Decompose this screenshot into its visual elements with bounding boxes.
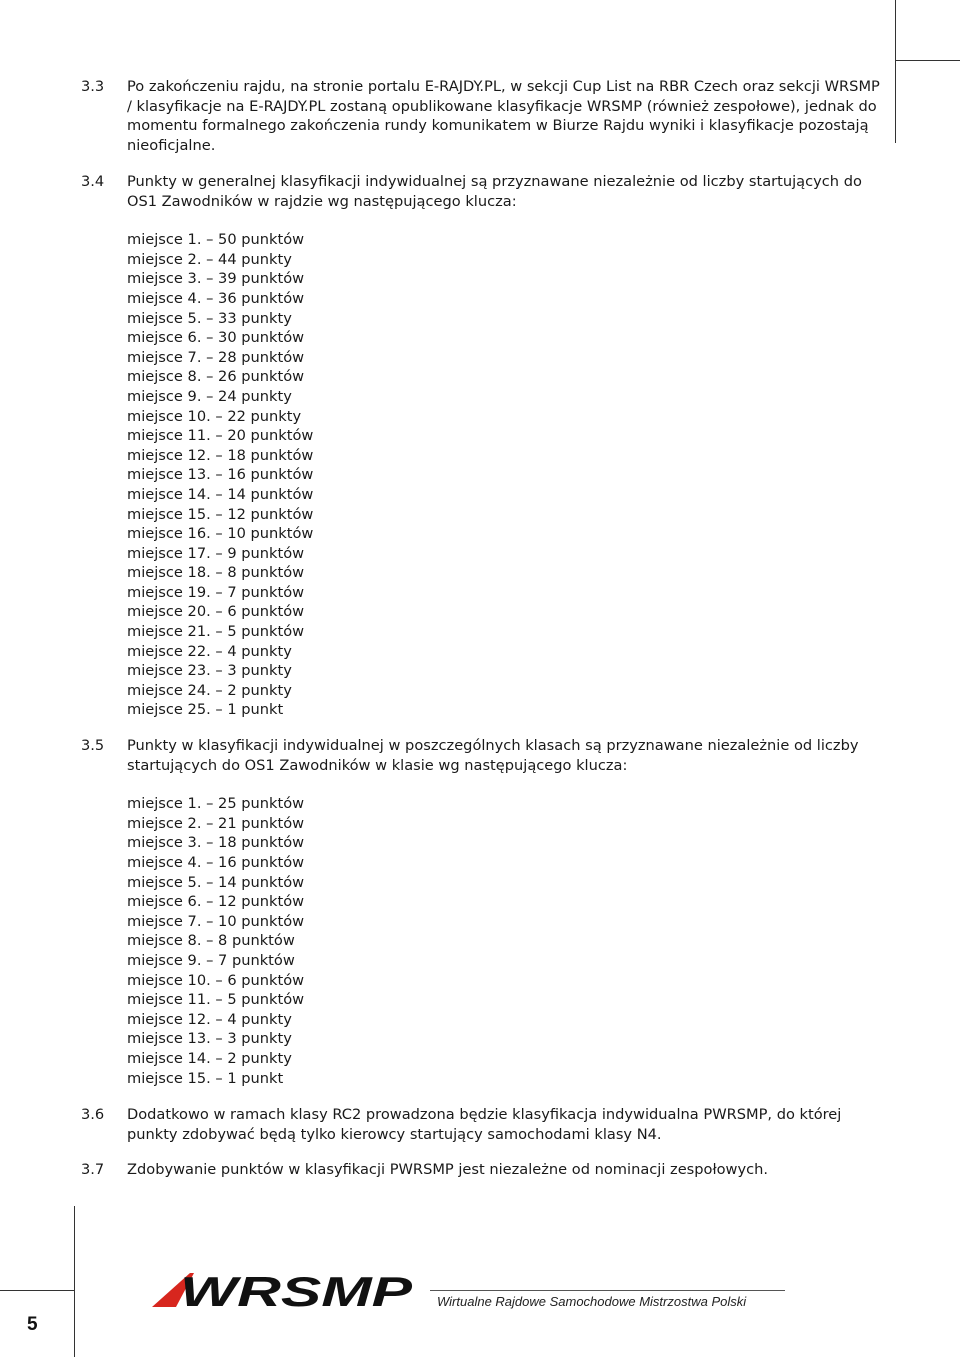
list-item: miejsce 2. – 21 punktów: [127, 814, 305, 832]
section-number: 3.6: [81, 1106, 105, 1123]
points-list-general: [127, 230, 881, 720]
list-item: miejsce 12. – 4 punkty: [127, 1010, 292, 1028]
list-item: miejsce 7. – 10 punktów: [127, 912, 305, 930]
list-item: miejsce 2. – 44 punkty: [127, 250, 292, 268]
list-item: miejsce 8. – 8 punktów: [127, 932, 295, 950]
list-item: miejsce 9. – 24 punkty: [127, 387, 292, 405]
section-3-7: [81, 1160, 881, 1180]
list-item: miejsce 4. – 36 punktów: [127, 289, 305, 307]
top-right-horizontal-rule: [896, 60, 960, 61]
list-item: miejsce 12. – 18 punktów: [127, 446, 314, 464]
section-3-5: [81, 736, 881, 1088]
list-item: miejsce 9. – 7 punktów: [127, 951, 295, 969]
list-item: miejsce 11. – 5 punktów: [127, 991, 305, 1009]
list-item: miejsce 16. – 10 punktów: [127, 525, 314, 543]
list-item: miejsce 14. – 2 punkty: [127, 1049, 292, 1067]
footer-tagline-rule: [430, 1290, 785, 1291]
list-item: miejsce 10. – 6 punktów: [127, 971, 305, 989]
list-item: miejsce 15. – 1 punkt: [127, 1069, 284, 1087]
list-item: miejsce 22. – 4 punkty: [127, 642, 292, 660]
list-item: miejsce 25. – 1 punkt: [127, 701, 284, 719]
section-3-4: [81, 172, 881, 720]
points-list-class: [127, 794, 881, 1088]
list-item: miejsce 13. – 3 punkty: [127, 1030, 292, 1048]
list-item: miejsce 10. – 22 punkty: [127, 407, 302, 425]
section-text: Po zakończeniu rajdu, na stronie portalu E-RAJDY.PL, w sekcji Cup List na RBR Czech oraz sekcji WRSMP / klasyfikacje na E-RAJDY.PL zostaną opublikowane klasyfikacje WRSMP (również zespołowe), jednak do momentu formalnego zakończenia rundy komunikatem w Biurze Rajdu wyniki i klasyfikacje pozostają nieoficjalne.: [127, 78, 880, 154]
footer-horizontal-rule: [0, 1290, 74, 1291]
list-item: miejsce 17. – 9 punktów: [127, 544, 305, 562]
list-item: miejsce 19. – 7 punktów: [127, 583, 305, 601]
list-item: miejsce 14. – 14 punktów: [127, 485, 314, 503]
section-number: 3.4: [81, 173, 105, 190]
section-number: 3.7: [81, 1161, 105, 1178]
list-item: miejsce 23. – 3 punkty: [127, 662, 292, 680]
footer-tagline: Wirtualne Rajdowe Samochodowe Mistrzostwa Polski: [437, 1294, 747, 1309]
logo-wordmark: WRSMP: [180, 1273, 414, 1311]
wrsmp-logo: [152, 1273, 414, 1311]
page-number: 5: [27, 1314, 38, 1335]
list-item: miejsce 4. – 16 punktów: [127, 853, 305, 871]
list-item: miejsce 1. – 25 punktów: [127, 795, 305, 813]
section-text: Dodatkowo w ramach klasy RC2 prowadzona będzie klasyfikacja indywidualna PWRSMP, do której punkty zdobywać będą tylko kierowcy startujący samochodami klasy N4.: [127, 1106, 842, 1143]
list-item: miejsce 7. – 28 punktów: [127, 348, 305, 366]
wrsmp-logo-mark: [152, 1273, 414, 1311]
list-item: miejsce 6. – 12 punktów: [127, 893, 305, 911]
list-item: miejsce 20. – 6 punktów: [127, 603, 305, 621]
section-text: Zdobywanie punktów w klasyfikacji PWRSMP jest niezależne od nominacji zespołowych.: [127, 1161, 769, 1178]
list-item: miejsce 13. – 16 punktów: [127, 466, 314, 484]
section-number: 3.3: [81, 78, 105, 95]
list-item: miejsce 21. – 5 punktów: [127, 623, 305, 641]
list-item: miejsce 3. – 18 punktów: [127, 834, 305, 852]
section-3-3: [81, 77, 881, 155]
list-item: miejsce 24. – 2 punkty: [127, 681, 292, 699]
list-item: miejsce 15. – 12 punktów: [127, 505, 314, 523]
footer-left-vertical-rule: [74, 1206, 75, 1357]
section-3-6: [81, 1105, 881, 1144]
list-item: miejsce 6. – 30 punktów: [127, 329, 305, 347]
section-text: Punkty w generalnej klasyfikacji indywidualnej są przyznawane niezależnie od liczby startujących do OS1 Zawodników w rajdzie wg następującego klucza:: [127, 173, 862, 210]
top-right-vertical-rule: [895, 0, 896, 143]
list-item: miejsce 5. – 33 punkty: [127, 309, 292, 327]
list-item: miejsce 18. – 8 punktów: [127, 564, 305, 582]
list-item: miejsce 1. – 50 punktów: [127, 231, 305, 249]
section-text: Punkty w klasyfikacji indywidualnej w poszczególnych klasach są przyznawane niezależnie od liczby startujących do OS1 Zawodników w klasie wg następującego klucza:: [127, 737, 859, 774]
list-item: miejsce 11. – 20 punktów: [127, 427, 314, 445]
section-number: 3.5: [81, 737, 105, 754]
list-item: miejsce 3. – 39 punktów: [127, 270, 305, 288]
list-item: miejsce 8. – 26 punktów: [127, 368, 305, 386]
list-item: miejsce 5. – 14 punktów: [127, 873, 305, 891]
